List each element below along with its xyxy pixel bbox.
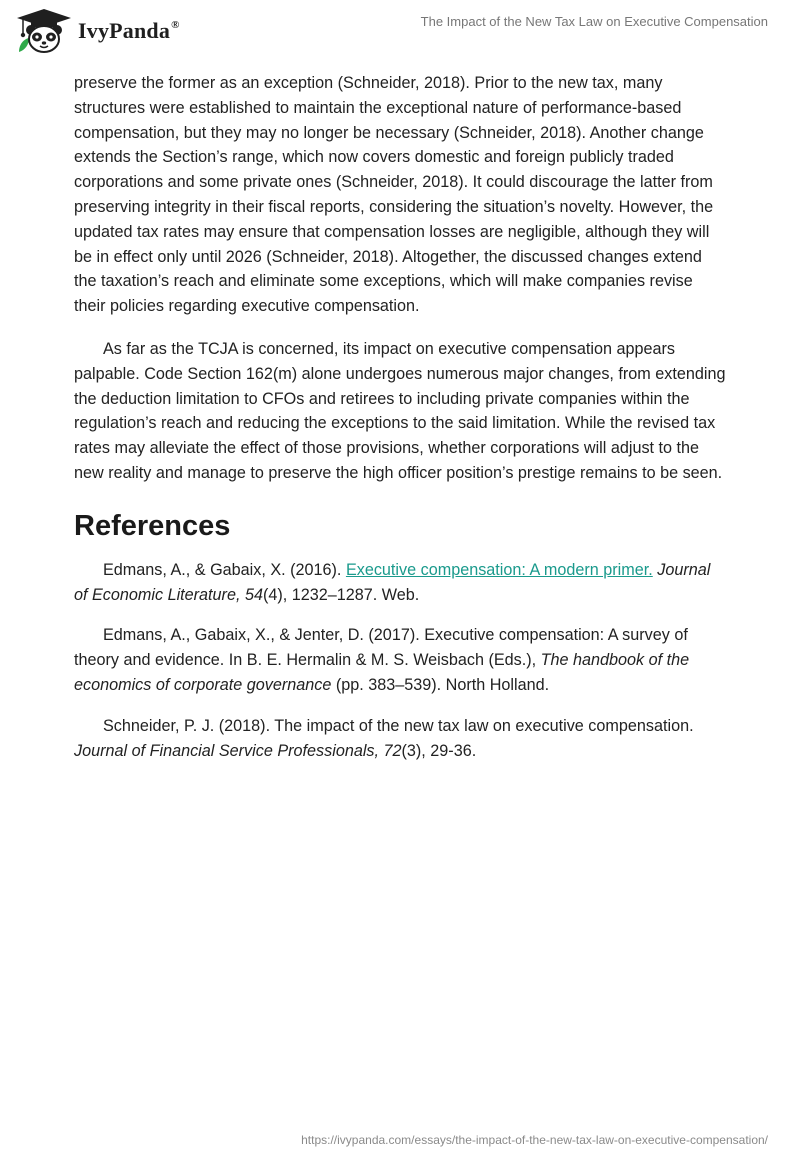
reference-item: Schneider, P. J. (2018). The impact of the new tax law on executive compensation. Journal of Financial Service Professionals, 72(3), 29-36.	[74, 716, 694, 760]
body-paragraph: As far as the TCJA is concerned, its impact on executive compensation appears palpable. Code Section 162(m) alone undergoes numerous major changes, from extending the deduction limitation to CFOs and retirees to including private companies within the regulation’s reach and reducing the exceptions to the said limitation. While the revised tax rates may alleviate the effect of those provisions, whether corporations will adjust to the new reality and manage to preserve the high officer position’s prestige remains to be seen.	[74, 339, 726, 482]
brand-name: IvyPanda®	[78, 18, 180, 43]
body-paragraph: preserve the former as an exception (Schneider, 2018). Prior to the new tax, many structures were established to maintain the exceptional nature of performance-based compensation, but they may no longer be necessary (Schneider, 2018). Another change extends the Section’s range, which now covers domestic and foreign publicly traded corporations and some private ones (Schneider, 2018). It could discourage the latter from preserving integrity in their fiscal reports, considering the situation’s novelty. However, the updated tax rates may ensure that compensation losses are negligible, although they will be in effect only until 2026 (Schneider, 2018). Altogether, the discussed changes extend the taxation’s reach and eliminate some exceptions, which will make companies revise their policies regarding executive compensation.	[74, 74, 714, 316]
document-body	[74, 71, 726, 779]
panda-graduate-icon	[16, 8, 72, 54]
footer-url[interactable]: https://ivypanda.com/essays/the-impact-of-the-new-tax-law-on-executive-compensation/	[301, 1133, 768, 1147]
ivypanda-logo[interactable]	[16, 8, 180, 54]
reference-item: Edmans, A., Gabaix, X., & Jenter, D. (2017). Executive compensation: A survey of theory and evidence. In B. E. Hermalin & M. S. Weisbach (Eds.), The handbook of the economics of corporate governance (pp. 383–539). North Holland.	[74, 626, 690, 694]
book-title: The handbook of the economics of corporate governance	[74, 651, 690, 694]
references-heading: References	[74, 509, 231, 542]
reference-item: Edmans, A., & Gabaix, X. (2016). Executive compensation: A modern primer. Journal of Economic Literature, 54(4), 1232–1287. Web.	[74, 560, 711, 604]
journal-title: Journal of Economic Literature, 54	[74, 560, 711, 604]
page-header	[0, 0, 800, 64]
document-title: The Impact of the New Tax Law on Executive Compensation	[420, 14, 768, 29]
reference-link[interactable]: Executive compensation: A modern primer.	[345, 560, 653, 579]
journal-title: Journal of Financial Service Professionals, 72	[74, 741, 402, 760]
